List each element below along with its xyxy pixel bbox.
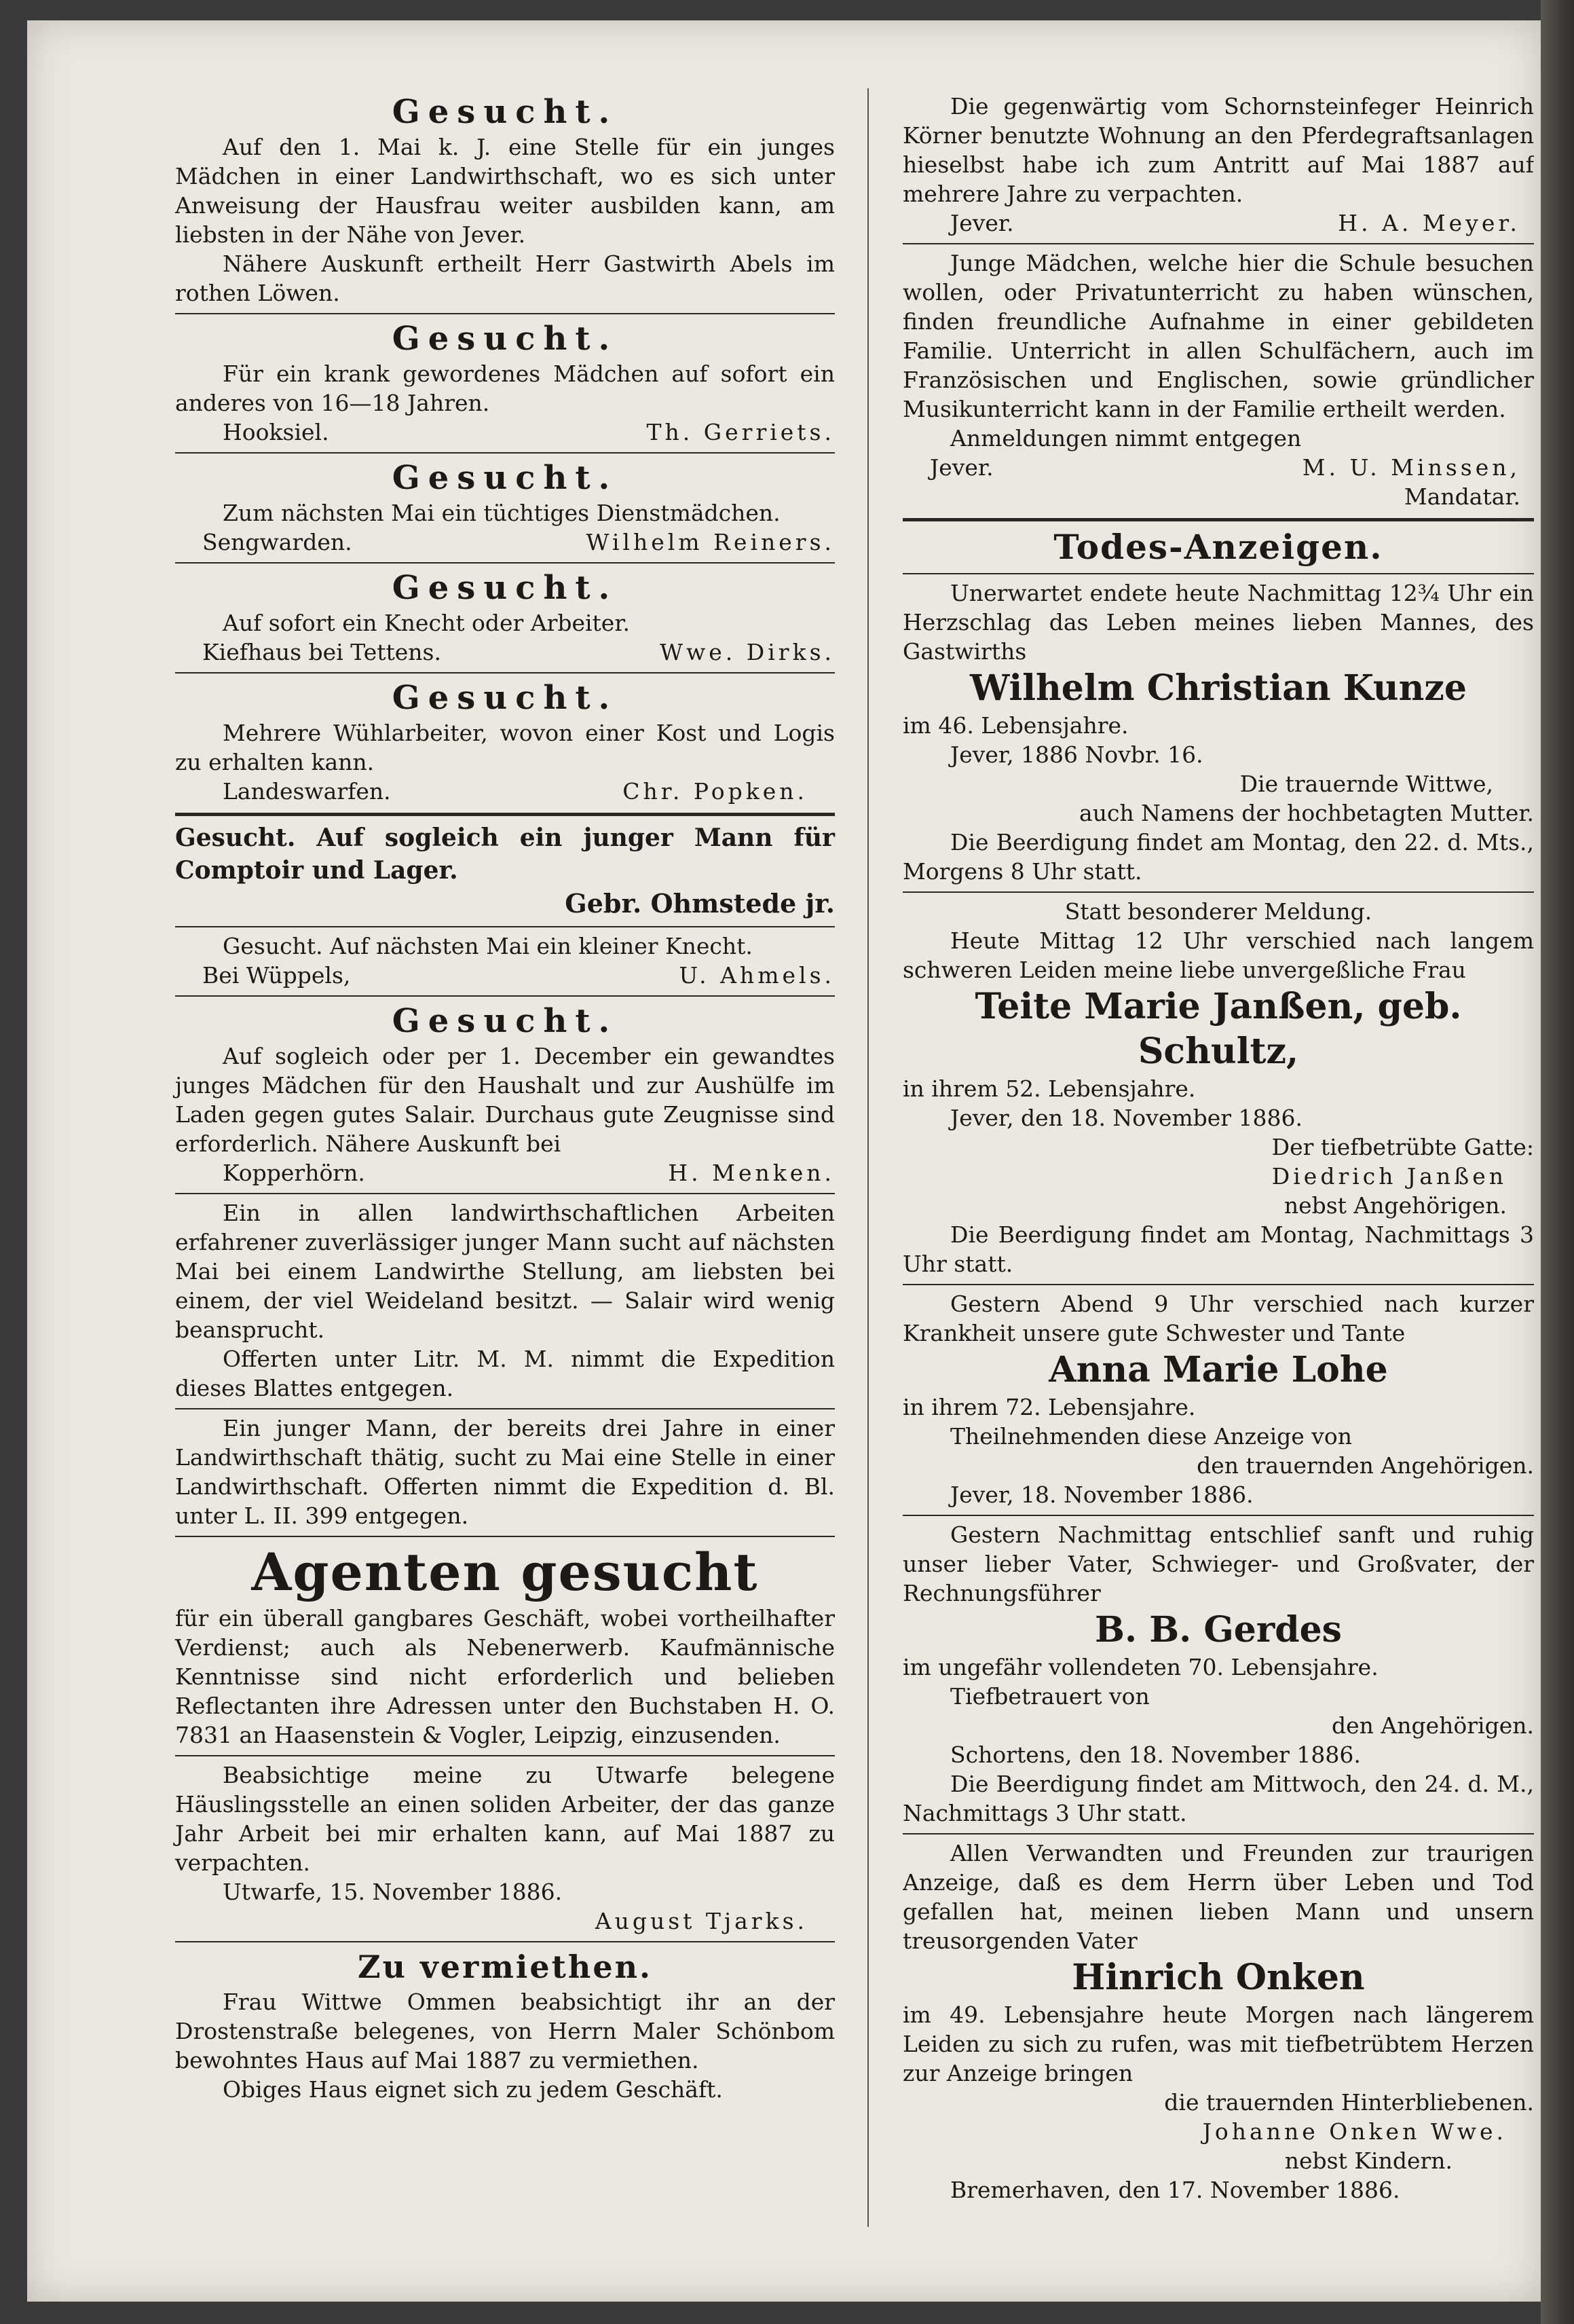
ad-haushalt-gesucht (175, 1001, 835, 1187)
notice-text: Theilnehmenden diese Anzeige von (950, 1423, 1353, 1450)
ad-separator (175, 1193, 835, 1194)
notice-text: Unerwartet endete heute Nachmittag 12¾ Uhr ein Herzschlag das Leben meines lieben Mannes, des Gastwirths (903, 580, 1534, 665)
ad-heading: Agenten gesucht (251, 1542, 759, 1602)
ad-haeuslingsstelle (175, 1760, 835, 1936)
ad-place: Jever. (930, 454, 994, 481)
ad-separator (175, 1755, 835, 1756)
deceased-name: Hinrich Onken (1072, 1957, 1365, 1998)
ad-junger-mann (175, 1414, 835, 1530)
ad-text: Auf sogleich oder per 1. December ein gewandtes junges Mädchen für den Haushalt und zur Aushülfe im Laden gegen gutes Salair. Durchaus gute Zeugnisse sind erforderlich. Nähere Auskunft bei (175, 1043, 835, 1157)
notice-text: Allen Verwandten und Freunden zur traurigen Anzeige, daß es dem Herrn über Leben und Tod gefallen hat, meinen lieben Mann und unsern treusorgenden Vater (903, 1840, 1534, 1954)
ad-text: Auf sofort ein Knecht oder Arbeiter. (223, 610, 630, 636)
ad-stelle-gesucht (175, 92, 835, 308)
ad-signature-row (903, 453, 1534, 482)
notice-separator (903, 1833, 1534, 1834)
ad-kleiner-knecht (175, 932, 835, 990)
notice-date: Jever, 1886 Novbr. 16. (950, 741, 1203, 768)
ad-signer: Th. Gerriets. (646, 419, 835, 445)
ad-heading: Gesucht. (392, 679, 618, 717)
ad-text: Ein junger Mann, der bereits drei Jahre in einer Landwirthschaft thätig, sucht zu Mai eine Stelle in einer Landwirthschaft. Offerten nimmt die Expedition d. Bl. unter L. II. 399 entgegen. (175, 1415, 835, 1529)
ad-text: Gesucht. Auf sogleich ein junger Mann für Comptoir und Lager. (175, 824, 835, 885)
ad-text: Nähere Auskunft ertheilt Herr Gastwirth Abels im rothen Löwen. (175, 251, 835, 306)
ad-separator (175, 1941, 835, 1942)
notice-age: im ungefähr vollendeten 70. Lebensjahre. (903, 1654, 1379, 1680)
ad-heading: Gesucht. (392, 93, 618, 131)
ad-signer: Gebr. Ohmstede jr. (565, 888, 835, 919)
ad-separator (175, 452, 835, 454)
ad-text: Für ein krank gewordenes Mädchen auf sofort ein anderes von 16—18 Jahren. (175, 361, 835, 416)
notice-separator (903, 1515, 1534, 1516)
ad-date: Utwarfe, 15. November 1886. (223, 1879, 563, 1905)
notice-signer: nebst Kindern. (1284, 2147, 1453, 2174)
ad-wohnung-verpachten (903, 92, 1534, 238)
ad-landwirth-stellung (175, 1198, 835, 1403)
ad-signature-row (175, 777, 835, 806)
ad-separator (175, 562, 835, 564)
notice-separator (903, 1284, 1534, 1285)
notice-text: Gestern Nachmittag entschlief sanft und ruhig unser lieber Vater, Schwieger- und Großvater, der Rechnungsführer (903, 1521, 1534, 1606)
ad-text: Frau Wittwe Ommen beabsichtigt ihr an der Drostenstraße belegenes, von Herrn Maler Schönbom bewohntes Haus auf Mai 1887 zu vermiethen. (175, 1989, 835, 2073)
ad-signer: H. Menken. (668, 1160, 835, 1186)
notice-signer: den Angehörigen. (1332, 1712, 1534, 1739)
notice-intro: Statt besonderer Meldung. (1064, 898, 1372, 925)
notice-age: in ihrem 52. Lebensjahre. (903, 1075, 1196, 1102)
death-notice-janssen (903, 897, 1534, 1278)
ad-place: Hooksiel. (223, 419, 329, 445)
notice-date: Bremerhaven, den 17. November 1886. (950, 2177, 1400, 2203)
deceased-name: Anna Marie Lohe (1049, 1349, 1388, 1390)
section-separator (903, 518, 1534, 521)
notice-text: Tiefbetrauert von (950, 1683, 1150, 1710)
ad-place: Kiefhaus bei Tettens. (202, 639, 441, 665)
ad-separator (175, 926, 835, 927)
notice-signer: Der tiefbetrübte Gatte: (1271, 1134, 1534, 1160)
deceased-name: Wilhelm Christian Kunze (969, 667, 1467, 709)
ad-text: Junge Mädchen, welche hier die Schule besuchen wollen, oder Privatunterricht zu haben wünschen, finden freundliche Aufnahme in einer gebildeten Familie. Unterricht in allen Schulfächern, auch im Französischen und Englischen, sowie gründlicher Musikunterricht kann in der Familie ertheilt werden. (903, 250, 1534, 422)
ad-heading: Zu vermiethen. (357, 1949, 653, 1985)
ad-agenten-gesucht (175, 1541, 835, 1750)
notice-signer: Diedrich Janßen (1271, 1163, 1507, 1189)
notice-date: Jever, 18. November 1886. (950, 1481, 1254, 1508)
notice-age: in ihrem 72. Lebensjahre. (903, 1394, 1196, 1420)
notice-text: im 49. Lebensjahre heute Morgen nach längerem Leiden zu sich zu rufen, was mit tiefbetrübtem Herzen zur Anzeige bringen (903, 2002, 1534, 2086)
ad-heading: Gesucht. (392, 459, 618, 497)
ad-signer: Wwe. Dirks. (660, 639, 835, 665)
notice-funeral: Die Beerdigung findet am Montag, Nachmittags 3 Uhr statt. (903, 1221, 1534, 1277)
notice-signer: Die trauernde Wittwe, (1239, 771, 1493, 797)
ad-separator (175, 313, 835, 314)
notice-text: Heute Mittag 12 Uhr verschied nach langem schweren Leiden meine liebe unvergeßliche Frau (903, 927, 1534, 983)
ad-separator (175, 995, 835, 997)
ad-place: Sengwarden. (202, 529, 352, 555)
notice-funeral: Die Beerdigung findet am Montag, den 22. d. Mts., Morgens 8 Uhr statt. (903, 829, 1534, 885)
ad-maedchen-gesucht (175, 318, 835, 447)
notice-signer: Johanne Onken Wwe. (1202, 2118, 1507, 2145)
ad-signer: M. U. Minssen, (1302, 454, 1520, 481)
notice-signer: die trauernden Hinterbliebenen. (1164, 2089, 1534, 2116)
ad-separator (903, 243, 1534, 244)
section-separator (903, 573, 1534, 574)
ad-separator (175, 1536, 835, 1537)
ad-separator (175, 813, 835, 816)
death-notice-gerdes (903, 1520, 1534, 1828)
notice-date: Schortens, den 18. November 1886. (950, 1741, 1361, 1768)
ad-place: Jever. (950, 210, 1014, 236)
ad-text: Mehrere Wühlarbeiter, wovon einer Kost und Logis zu erhalten kann. (175, 720, 835, 775)
ad-schule-aufnahme (903, 248, 1534, 511)
notice-signer: auch Namens der hochbetagten Mutter. (1079, 800, 1534, 826)
ad-dienstmaedchen-gesucht (175, 458, 835, 557)
ad-text: Ein in allen landwirthschaftlichen Arbeiten erfahrener zuverlässiger junger Mann sucht auf nächsten Mai bei einem Landwirthe Stellung, am liebsten bei einem, der viel Weideland besitzt. — Salair wird wenig beansprucht. (175, 1200, 835, 1343)
ad-zu-vermiethen (175, 1947, 835, 2104)
ad-comptoir-gesucht (175, 822, 835, 921)
ad-signer: Wilhelm Reiners. (586, 529, 835, 555)
ad-signature-row (903, 208, 1534, 238)
death-notice-kunze (903, 578, 1534, 886)
ad-heading: Gesucht. (392, 1002, 618, 1040)
ad-text: Obiges Haus eignet sich zu jedem Geschäft. (223, 2076, 723, 2103)
ad-text: Zum nächsten Mai ein tüchtiges Dienstmädchen. (223, 500, 781, 526)
notice-date: Jever, den 18. November 1886. (950, 1105, 1303, 1131)
ad-signer: August Tjarks. (595, 1908, 808, 1934)
ad-separator (175, 672, 835, 674)
notice-signer: den trauernden Angehörigen. (1197, 1452, 1534, 1479)
next-page-edge (1541, 0, 1574, 2324)
ad-separator (175, 1408, 835, 1409)
ad-text: Anmeldungen nimmt entgegen (950, 425, 1302, 451)
ad-text: Gesucht. Auf nächsten Mai ein kleiner Knecht. (223, 933, 753, 959)
ad-place: Bei Wüppels, (202, 962, 351, 989)
column-divider (867, 88, 869, 2227)
ad-heading: Gesucht. (392, 569, 618, 607)
ad-text: Die gegenwärtig vom Schornsteinfeger Heinrich Körner benutzte Wohnung an den Pferdegraftsanlagen hieselbst habe ich zum Antritt auf Mai 1887 auf mehrere Jahre zu verpachten. (903, 93, 1534, 207)
deceased-name: Teite Marie Janßen, geb. Schultz, (975, 986, 1462, 1072)
notice-age: im 46. Lebensjahre. (903, 712, 1129, 739)
ad-text: Offerten unter Litr. M. M. nimmt die Expedition dieses Blattes entgegen. (175, 1346, 835, 1401)
ad-heading: Gesucht. (392, 320, 618, 358)
notice-funeral: Die Beerdigung findet am Mittwoch, den 24. d. M., Nachmittags 3 Uhr statt. (903, 1771, 1534, 1826)
notice-signer: nebst Angehörigen. (1283, 1192, 1507, 1219)
right-column (903, 92, 1534, 2206)
notice-separator (903, 891, 1534, 893)
death-notice-lohe (903, 1289, 1534, 1509)
ad-signer: H. A. Meyer. (1338, 210, 1520, 236)
ad-wuehlarbeiter-gesucht (175, 678, 835, 806)
ad-place: Kopperhörn. (223, 1160, 365, 1186)
ad-signature-row (175, 961, 835, 990)
ad-signer-title: Mandatar. (1404, 483, 1520, 510)
left-column (175, 92, 835, 2105)
death-notices-heading: Todes-Anzeigen. (1053, 527, 1383, 567)
deceased-name: B. B. Gerdes (1095, 1609, 1342, 1650)
ad-text: für ein überall gangbares Geschäft, wobei vortheilhafter Verdienst; auch als Nebenerwerb. Kaufmännische Kenntnisse sind nicht erforderlich und belieben Reflectanten ihre Adressen unter den Buchstaben H. O. 7831 an Haasenstein & Vogler, Leipzig, einzusenden. (175, 1605, 835, 1748)
ad-signature-row (175, 1158, 835, 1187)
ad-place: Landeswarfen. (223, 778, 391, 805)
death-notice-onken (903, 1839, 1534, 2205)
ad-signature-row (175, 638, 835, 667)
ad-signer: U. Ahmels. (679, 962, 835, 989)
notice-text: Gestern Abend 9 Uhr verschied nach kurzer Krankheit unsere gute Schwester und Tante (903, 1291, 1534, 1346)
ad-knecht-gesucht (175, 568, 835, 667)
ad-signature-row (175, 418, 835, 447)
ad-text: Beabsichtige meine zu Utwarfe belegene Häuslingsstelle an einen soliden Arbeiter, der das ganze Jahr Arbeit bei mir erhalten kann, auf Mai 1887 zu verpachten. (175, 1762, 835, 1876)
ad-signer: Chr. Popken. (622, 778, 808, 805)
ad-signature-row (175, 528, 835, 557)
ad-text: Auf den 1. Mai k. J. eine Stelle für ein junges Mädchen in einer Landwirthschaft, wo es sich unter Anweisung der Hausfrau weiter ausbilden kann, am liebsten in der Nähe von Jever. (175, 134, 835, 248)
